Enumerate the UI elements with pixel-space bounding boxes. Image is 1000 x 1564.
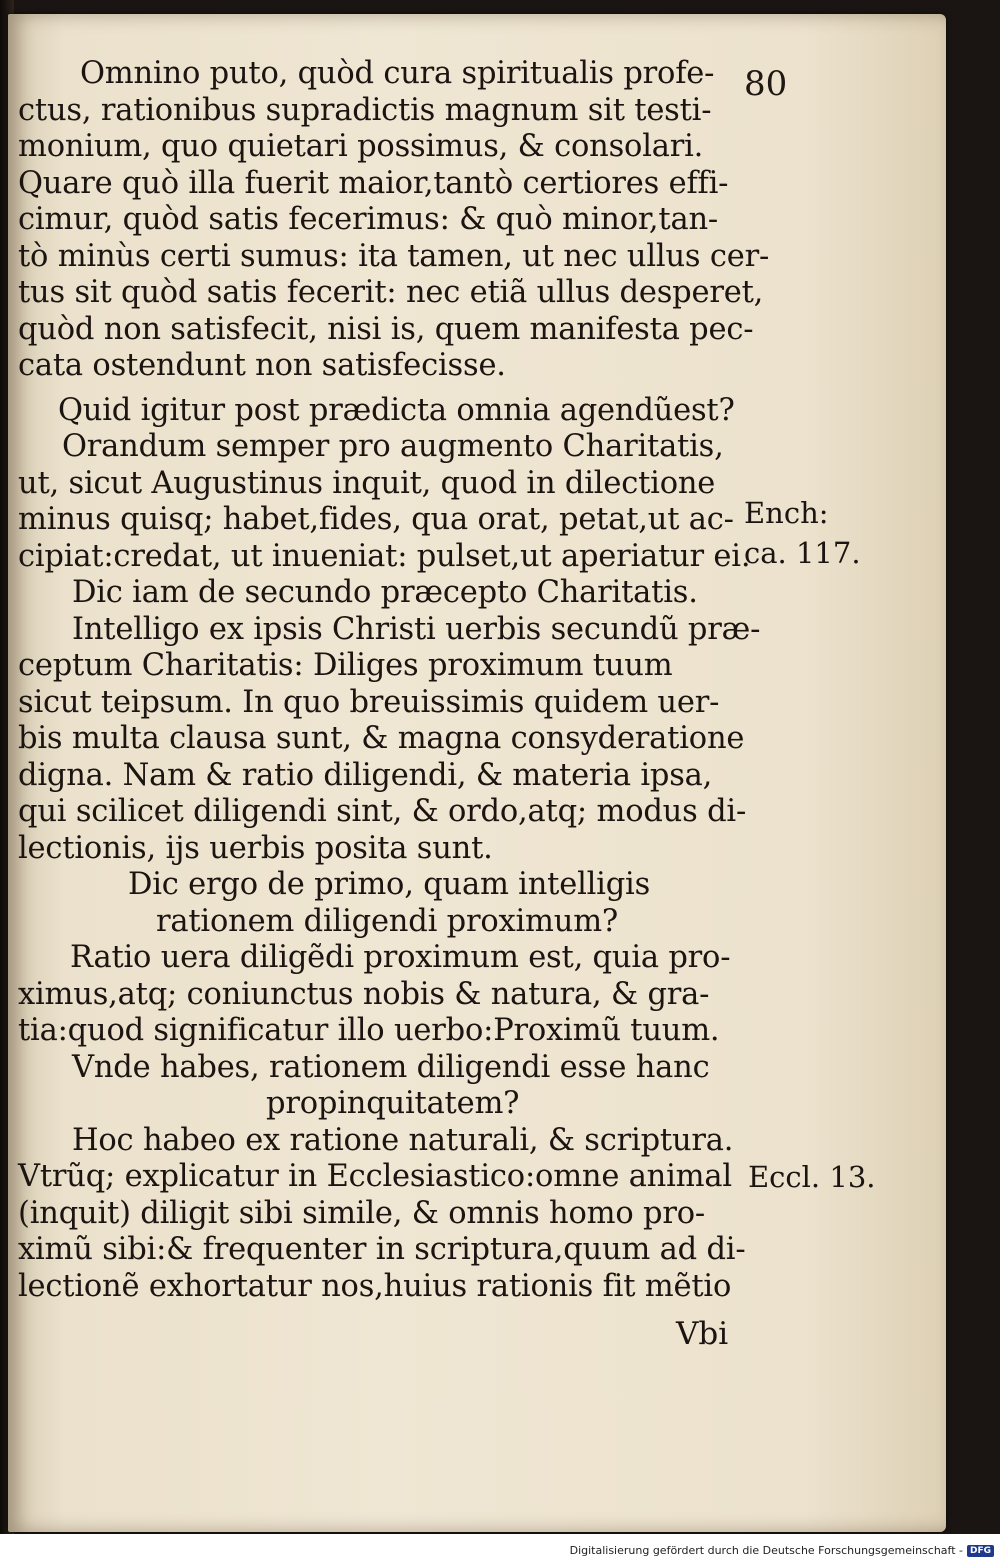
text-line: Quare quò illa fuerit maior,tantò certiores effi- [18,165,729,201]
text-line: quòd non satisfecit, nisi is, quem manifesta pec- [18,311,754,347]
text-line: ximũ sibi:& frequenter in scriptura,quum ad di- [18,1232,746,1267]
text-line: ctus, rationibus supradictis magnum sit testi- [18,92,712,128]
text-line: Quid igitur post prædicta omnia agendũest? [58,392,735,428]
text-line: sicut teipsum. In quo breuissimis quidem uer- [18,684,720,720]
funding-credit-text: Digitalisierung gefördert durch die Deutsche Forschungsgemeinschaft - [569,1544,963,1557]
text-line: tò minùs certi sumus: ita tamen, ut nec ullus cer- [18,238,770,274]
paragraph-gap [18,385,758,393]
text-line: qui scilicet diligendi sint, & ordo,atq; modus di- [18,794,747,829]
text-line: propinquitatem? [266,1086,520,1121]
note-ecclesiasticus: Eccl. 13. [748,1160,876,1194]
book-page [8,14,946,1532]
text-line: tia:quod significatur illo uerbo:Proximũ tuum. [18,1013,720,1048]
text-line: Ratio uera diligẽdi proximum est, quia pro- [70,940,731,975]
text-line: rationem diligendi proximum? [156,903,619,939]
text-line: cata ostendunt non satisfecisse. [18,348,506,383]
text-line: Dic iam de secundo præcepto Charitatis. [72,575,698,610]
text-line: tus sit quòd satis fecerit: nec etiã ullus desperet, [18,275,764,310]
text-line: bis multa clausa sunt, & magna consyderatione [18,721,745,756]
text-line: Hoc habeo ex ratione naturali, & scriptura. [72,1122,734,1158]
text-line: Intelligo ex ipsis Christi uerbis secundũ præ- [72,611,761,647]
text-line: lectionis, ijs uerbis posita sunt. [18,830,493,866]
text-line: Vtrũq; explicatur in Ecclesiastico:omne animal [18,1159,732,1194]
text-line: ximus,atq; coniunctus nobis & natura, & gra- [18,976,710,1012]
text-line: Vnde habes, rationem diligendi esse hanc [72,1049,710,1085]
catchword: Vbi [676,1316,729,1352]
text-line: digna. Nam & ratio diligendi, & materia ipsa, [18,757,713,793]
viewer-footer-bar [0,1534,1000,1564]
text-line: ceptum Charitatis: Diliges proximum tuum [18,648,673,683]
text-line: cimur, quòd satis fecerimus: & quò minor,tan- [18,202,719,237]
dfg-logo: DFG [967,1545,994,1557]
text-line: Orandum semper pro augmento Charitatis, [62,429,724,464]
text-line: minus quisq; habet,fides, qua orat, petat,ut ac- [18,502,734,537]
folio-number: 80 [744,64,788,104]
text-line: monium, quo quietari possimus, & consolari. [18,129,704,164]
text-line: ut, sicut Augustinus inquit, quod in dilectione [18,465,716,501]
funding-credit [570,1544,994,1557]
note-enchiridion-2: ca. 117. [744,536,861,570]
text-line: Dic ergo de primo, quam intelligis [128,867,651,902]
text-line: lectionẽ exhortatur nos,huius rationis fit mẽtio [18,1268,732,1304]
text-line: Omnino puto, quòd cura spiritualis profe- [80,56,715,91]
text-line: cipiat:credat, ut inueniat: pulset,ut aperiatur ei. [18,538,751,574]
text-line: (inquit) diligit sibi simile, & omnis homo pro- [18,1195,705,1231]
note-enchiridion-1: Ench: [744,496,829,530]
